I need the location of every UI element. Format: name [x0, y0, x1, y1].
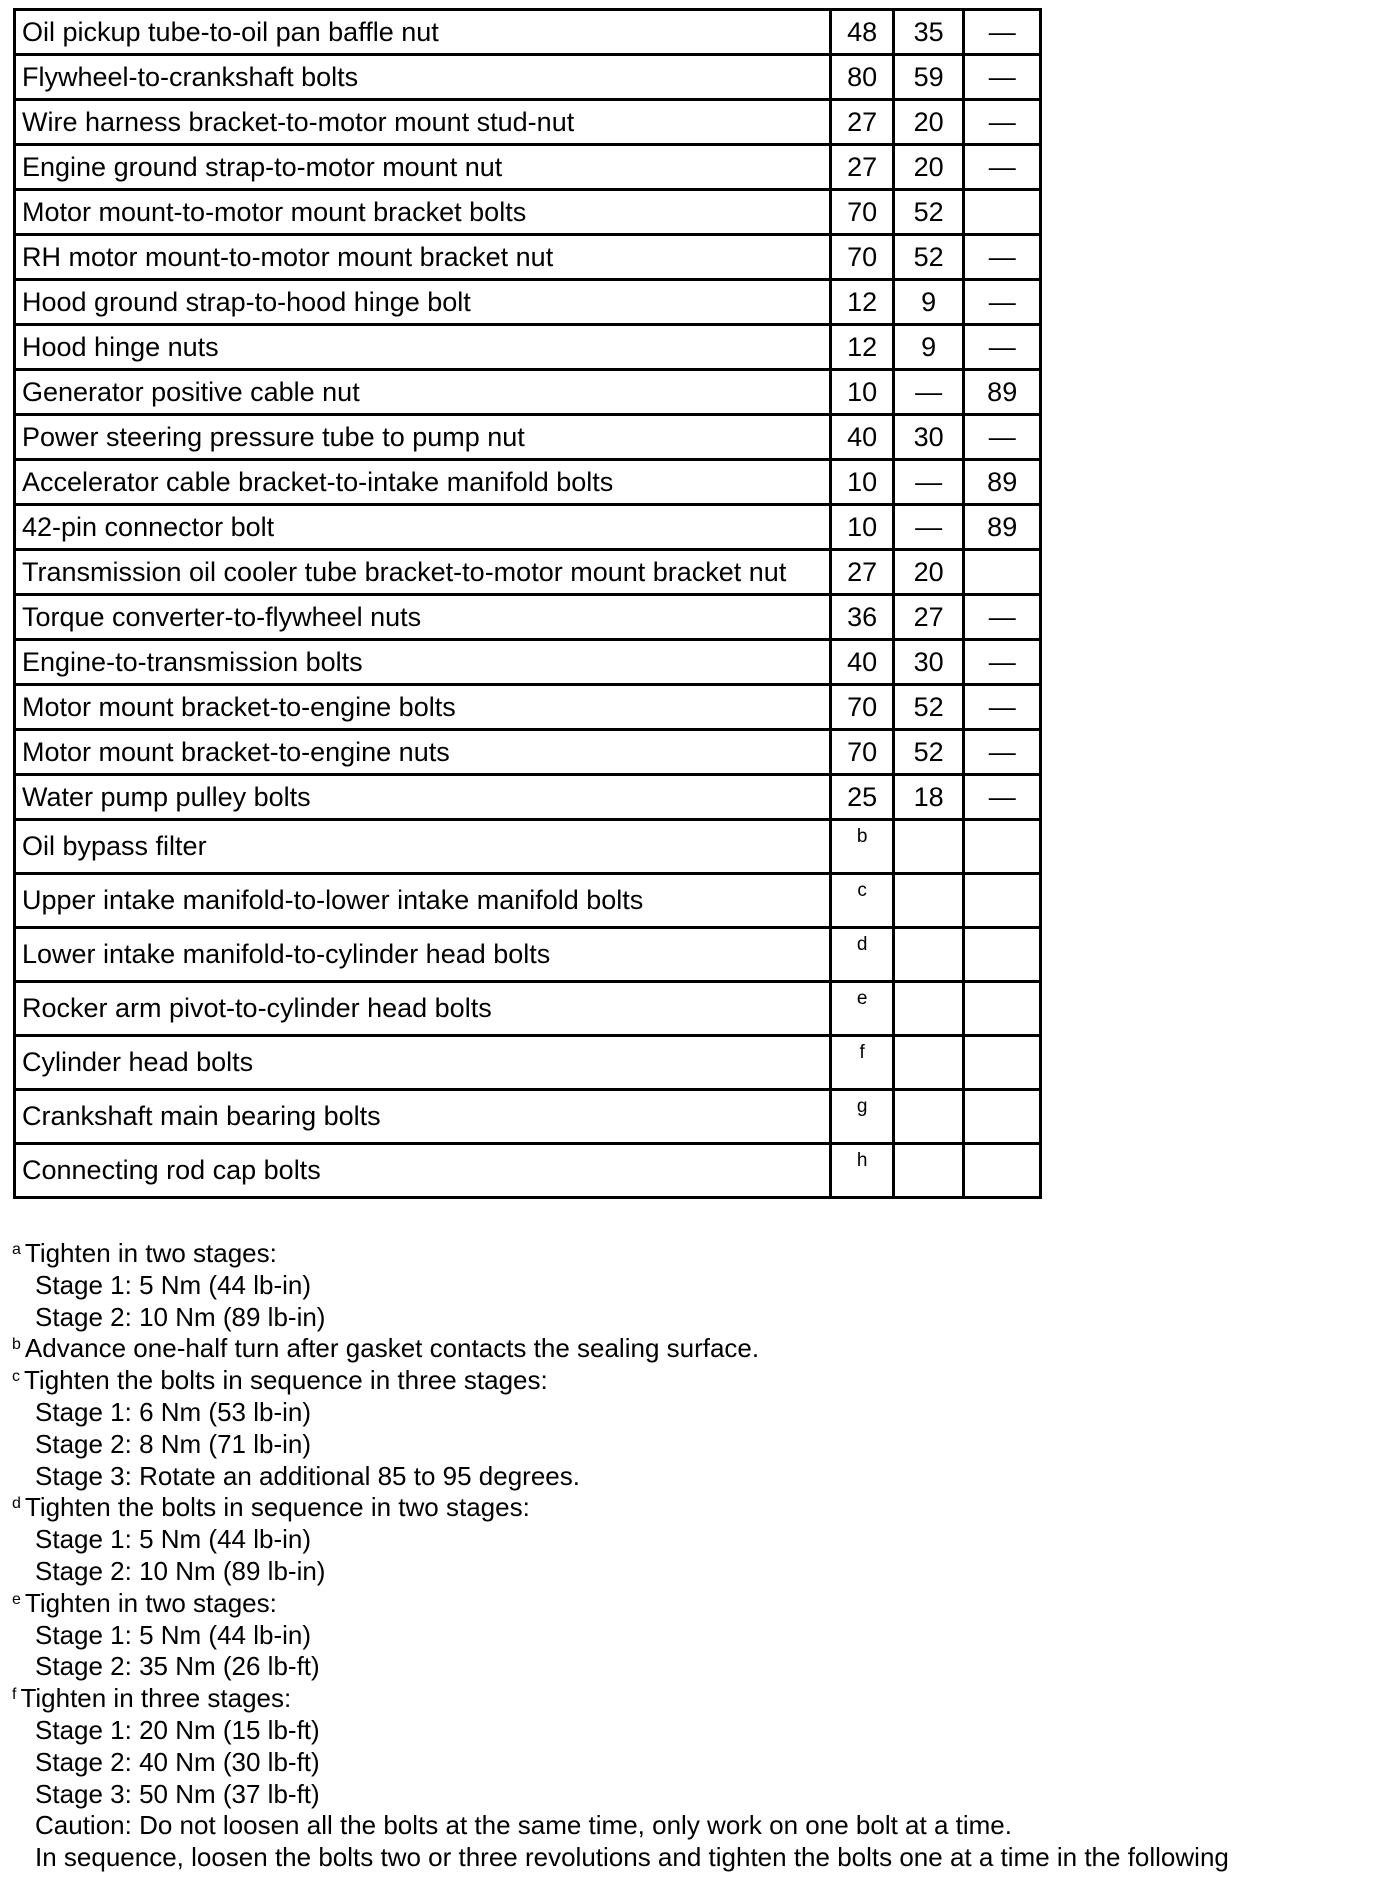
footnote-text: Tighten in three stages: — [20, 1683, 292, 1714]
table-row — [15, 874, 1041, 928]
fastener-description: Connecting rod cap bolts — [15, 1144, 831, 1198]
table-row — [15, 10, 1041, 55]
fastener-description: Generator positive cable nut — [15, 370, 831, 415]
torque-lbft: 20 — [893, 100, 964, 145]
torque-lbin: 89 — [964, 505, 1041, 550]
torque-lbin — [964, 874, 1041, 928]
torque-lbin: — — [964, 145, 1041, 190]
table-row — [15, 550, 1041, 595]
torque-lbin — [964, 190, 1041, 235]
torque-nm: 40 — [831, 640, 893, 685]
footnote-mark: c — [12, 1368, 20, 1386]
torque-nm: 40 — [831, 415, 893, 460]
footnote-reference: d — [831, 928, 893, 982]
torque-lbft: 52 — [893, 235, 964, 280]
table-row — [15, 685, 1041, 730]
torque-lbin: — — [964, 415, 1041, 460]
footnote-stage: Stage 1: 5 Nm (44 lb-in) — [35, 1269, 312, 1300]
torque-lbin: — — [964, 280, 1041, 325]
footnote-text: Tighten the bolts in sequence in three stages: — [24, 1365, 548, 1396]
torque-lbin — [964, 1036, 1041, 1090]
table-row — [15, 775, 1041, 820]
fastener-description: Oil pickup tube-to-oil pan baffle nut — [15, 10, 831, 55]
footnote-text: Advance one-half turn after gasket contacts the sealing surface. — [24, 1333, 760, 1364]
footnote-reference: h — [831, 1144, 893, 1198]
footnote-reference: b — [831, 820, 893, 874]
torque-nm: 70 — [831, 685, 893, 730]
table-row — [15, 100, 1041, 145]
footnote-caution: Caution: Do not loosen all the bolts at the same time, only work on one bolt at a time. — [35, 1810, 1012, 1841]
torque-lbin — [964, 1144, 1041, 1198]
torque-nm: 12 — [831, 325, 893, 370]
torque-nm: 80 — [831, 55, 893, 100]
torque-lbft: — — [893, 460, 964, 505]
footnote-d — [12, 1492, 1229, 1524]
fastener-description: Rocker arm pivot-to-cylinder head bolts — [15, 982, 831, 1036]
torque-lbin — [964, 982, 1041, 1036]
torque-lbft: 20 — [893, 550, 964, 595]
fastener-description: RH motor mount-to-motor mount bracket nut — [15, 235, 831, 280]
torque-nm: 10 — [831, 460, 893, 505]
torque-lbft: — — [893, 370, 964, 415]
table-row — [15, 145, 1041, 190]
fastener-description: Engine ground strap-to-motor mount nut — [15, 145, 831, 190]
table-row — [15, 928, 1041, 982]
torque-lbin — [964, 550, 1041, 595]
torque-lbft: 59 — [893, 55, 964, 100]
torque-nm: 27 — [831, 145, 893, 190]
table-row — [15, 820, 1041, 874]
footnote-b — [12, 1333, 1229, 1365]
footnote-stage: Stage 2: 40 Nm (30 lb-ft) — [35, 1746, 320, 1777]
footnote-reference: g — [831, 1090, 893, 1144]
torque-lbft: 52 — [893, 730, 964, 775]
fastener-description: Wire harness bracket-to-motor mount stud-nut — [15, 100, 831, 145]
footnote-reference: e — [831, 982, 893, 1036]
torque-lbin — [964, 928, 1041, 982]
torque-spec-table — [13, 8, 1042, 1199]
torque-nm: 70 — [831, 235, 893, 280]
fastener-description: Motor mount-to-motor mount bracket bolts — [15, 190, 831, 235]
torque-lbin: — — [964, 100, 1041, 145]
table-row — [15, 325, 1041, 370]
footnote-stage: Stage 1: 5 Nm (44 lb-in) — [35, 1619, 312, 1650]
fastener-description: Power steering pressure tube to pump nut — [15, 415, 831, 460]
table-row — [15, 55, 1041, 100]
torque-lbin — [964, 820, 1041, 874]
torque-lbft: 52 — [893, 685, 964, 730]
torque-nm: 10 — [831, 370, 893, 415]
footnote-stage: Stage 3: Rotate an additional 85 to 95 degrees. — [35, 1460, 580, 1491]
footnote-stage: Stage 1: 6 Nm (53 lb-in) — [35, 1396, 312, 1427]
footnote-a — [12, 1238, 1229, 1270]
fastener-description: Accelerator cable bracket-to-intake manifold bolts — [15, 460, 831, 505]
footnote-instruction: In sequence, loosen the bolts two or three revolutions and tighten the bolts one at a time in the following — [35, 1842, 1229, 1873]
fastener-description: Torque converter-to-flywheel nuts — [15, 595, 831, 640]
torque-lbin: — — [964, 730, 1041, 775]
torque-lbft: 9 — [893, 280, 964, 325]
torque-lbft — [893, 874, 964, 928]
torque-lbin: — — [964, 235, 1041, 280]
torque-lbft: 35 — [893, 10, 964, 55]
footnote-reference: f — [831, 1036, 893, 1090]
torque-lbin: — — [964, 775, 1041, 820]
torque-lbft — [893, 1144, 964, 1198]
fastener-description: Flywheel-to-crankshaft bolts — [15, 55, 831, 100]
fastener-description: 42-pin connector bolt — [15, 505, 831, 550]
fastener-description: Hood ground strap-to-hood hinge bolt — [15, 280, 831, 325]
torque-lbft — [893, 1036, 964, 1090]
fastener-description: Motor mount bracket-to-engine nuts — [15, 730, 831, 775]
table-row — [15, 1036, 1041, 1090]
footnote-mark: d — [12, 1495, 21, 1513]
torque-nm: 25 — [831, 775, 893, 820]
footnote-stage: Stage 2: 8 Nm (71 lb-in) — [35, 1428, 312, 1459]
torque-lbin: — — [964, 325, 1041, 370]
footnote-text: Tighten in two stages: — [24, 1587, 277, 1618]
footnote-mark: a — [12, 1241, 21, 1258]
table-row — [15, 280, 1041, 325]
torque-nm: 36 — [831, 595, 893, 640]
torque-lbft: 18 — [893, 775, 964, 820]
torque-lbft — [893, 820, 964, 874]
footnote-stage: Stage 2: 35 Nm (26 lb-ft) — [35, 1651, 320, 1682]
table-row — [15, 982, 1041, 1036]
torque-nm: 10 — [831, 505, 893, 550]
table-row — [15, 1090, 1041, 1144]
torque-lbin — [964, 1090, 1041, 1144]
footnote-f — [12, 1683, 1229, 1715]
torque-lbin: — — [964, 685, 1041, 730]
footnote-stage: Stage 1: 20 Nm (15 lb-ft) — [35, 1714, 320, 1745]
footnote-stage: Stage 2: 10 Nm (89 lb-in) — [35, 1301, 326, 1332]
torque-lbft: 30 — [893, 415, 964, 460]
fastener-description: Crankshaft main bearing bolts — [15, 1090, 831, 1144]
table-row — [15, 640, 1041, 685]
footnotes — [12, 1238, 1229, 1874]
footnote-mark: e — [12, 1590, 21, 1608]
fastener-description: Upper intake manifold-to-lower intake manifold bolts — [15, 874, 831, 928]
table-row — [15, 505, 1041, 550]
fastener-description: Cylinder head bolts — [15, 1036, 831, 1090]
table-row — [15, 235, 1041, 280]
table-row — [15, 190, 1041, 235]
torque-lbin: — — [964, 10, 1041, 55]
torque-lbft: 30 — [893, 640, 964, 685]
fastener-description: Engine-to-transmission bolts — [15, 640, 831, 685]
torque-lbft — [893, 928, 964, 982]
torque-lbft: — — [893, 505, 964, 550]
fastener-description: Oil bypass filter — [15, 820, 831, 874]
torque-lbft — [893, 1090, 964, 1144]
footnote-text: Tighten in two stages: — [24, 1238, 277, 1268]
table-row — [15, 1144, 1041, 1198]
footnote-mark: f — [12, 1686, 17, 1704]
fastener-description: Lower intake manifold-to-cylinder head bolts — [15, 928, 831, 982]
fastener-description: Hood hinge nuts — [15, 325, 831, 370]
torque-nm: 27 — [831, 550, 893, 595]
footnote-text: Tighten the bolts in sequence in two stages: — [24, 1492, 530, 1523]
torque-nm: 70 — [831, 190, 893, 235]
fastener-description: Motor mount bracket-to-engine bolts — [15, 685, 831, 730]
torque-nm: 70 — [831, 730, 893, 775]
torque-lbin: — — [964, 55, 1041, 100]
torque-lbin: — — [964, 595, 1041, 640]
torque-lbin: 89 — [964, 460, 1041, 505]
table-row — [15, 460, 1041, 505]
torque-lbft: 52 — [893, 190, 964, 235]
footnote-stage: Stage 2: 10 Nm (89 lb-in) — [35, 1555, 326, 1586]
footnote-stage: Stage 3: 50 Nm (37 lb-ft) — [35, 1778, 320, 1809]
torque-lbft: 20 — [893, 145, 964, 190]
footnote-reference: c — [831, 874, 893, 928]
footnote-c — [12, 1365, 1229, 1397]
table-row — [15, 595, 1041, 640]
torque-lbin: 89 — [964, 370, 1041, 415]
torque-lbft: 9 — [893, 325, 964, 370]
table-row — [15, 370, 1041, 415]
footnote-e — [12, 1588, 1229, 1620]
footnote-stage: Stage 1: 5 Nm (44 lb-in) — [35, 1524, 312, 1555]
torque-lbft — [893, 982, 964, 1036]
torque-nm: 12 — [831, 280, 893, 325]
torque-lbft: 27 — [893, 595, 964, 640]
table-row — [15, 730, 1041, 775]
torque-lbin: — — [964, 640, 1041, 685]
torque-nm: 48 — [831, 10, 893, 55]
fastener-description: Transmission oil cooler tube bracket-to-motor mount bracket nut — [15, 550, 831, 595]
footnote-mark: b — [12, 1336, 21, 1354]
torque-nm: 27 — [831, 100, 893, 145]
fastener-description: Water pump pulley bolts — [15, 775, 831, 820]
table-row — [15, 415, 1041, 460]
